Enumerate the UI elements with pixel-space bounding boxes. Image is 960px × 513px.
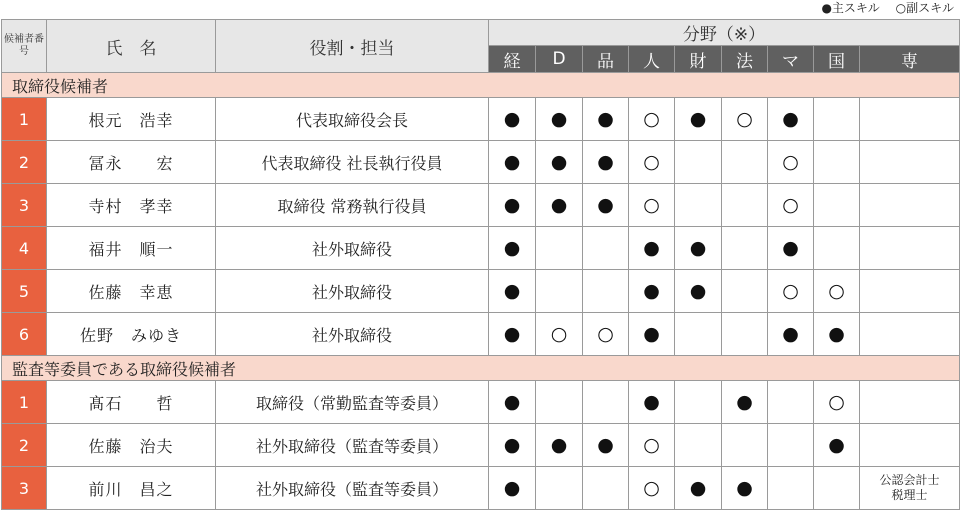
candidate-role: 取締役（常勤監査等委員） — [216, 381, 489, 424]
header-candidate-no: 候補者番号 — [2, 20, 47, 73]
candidate-number: 1 — [2, 98, 47, 141]
skill-mark — [536, 381, 583, 424]
table-row — [2, 381, 960, 424]
skill-mark: ● — [489, 141, 536, 184]
candidate-number: 3 — [2, 184, 47, 227]
candidate-number: 2 — [2, 424, 47, 467]
skill-mark — [768, 467, 814, 510]
skill-mark: ● — [768, 227, 814, 270]
candidate-name: 佐藤 治夫 — [47, 424, 216, 467]
skill-mark: ○ — [768, 141, 814, 184]
skill-mark: ● — [536, 424, 583, 467]
skill-mark — [814, 184, 860, 227]
skill-mark: ○ — [814, 381, 860, 424]
candidate-role: 社外取締役（監査等委員） — [216, 424, 489, 467]
skill-specialty — [860, 467, 960, 510]
candidate-name: 佐野 みゆき — [47, 313, 216, 356]
skill-mark — [814, 227, 860, 270]
skill-mark: ● — [629, 313, 675, 356]
skill-mark: ○ — [629, 141, 675, 184]
skill-mark: ● — [675, 227, 722, 270]
skill-mark: ● — [489, 424, 536, 467]
skill-mark: ● — [489, 270, 536, 313]
candidate-name: 福井 順一 — [47, 227, 216, 270]
section-title: 取締役候補者 — [2, 73, 960, 98]
skill-mark — [722, 270, 768, 313]
skill-mark: ● — [536, 98, 583, 141]
skill-mark — [536, 270, 583, 313]
candidate-name: 髙石 哲 — [47, 381, 216, 424]
skill-mark — [583, 381, 629, 424]
skill-mark: ● — [675, 270, 722, 313]
skill-mark: ● — [675, 467, 722, 510]
header-field-2: 品 — [583, 46, 629, 73]
header-field-4: 財 — [675, 46, 722, 73]
candidate-name: 根元 浩幸 — [47, 98, 216, 141]
table-row — [2, 313, 960, 356]
candidate-number: 5 — [2, 270, 47, 313]
skill-mark: ● — [583, 424, 629, 467]
candidate-name: 冨永 宏 — [47, 141, 216, 184]
skill-mark: ● — [536, 141, 583, 184]
skill-mark — [675, 313, 722, 356]
skill-mark — [675, 141, 722, 184]
skill-mark: ● — [629, 381, 675, 424]
skill-mark — [768, 381, 814, 424]
skill-mark — [675, 424, 722, 467]
candidate-role: 代表取締役会長 — [216, 98, 489, 141]
skill-mark: ● — [489, 98, 536, 141]
candidate-number: 2 — [2, 141, 47, 184]
header-field-6: マ — [768, 46, 814, 73]
skill-mark — [860, 381, 960, 424]
legend — [809, 0, 954, 18]
skill-mark: ● — [814, 424, 860, 467]
header-role: 役割・担当 — [216, 20, 489, 73]
candidate-name: 寺村 孝幸 — [47, 184, 216, 227]
section-header — [2, 73, 960, 98]
skill-mark: ● — [489, 467, 536, 510]
skill-mark — [536, 467, 583, 510]
candidate-name: 佐藤 幸恵 — [47, 270, 216, 313]
skill-mark: ○ — [768, 184, 814, 227]
section-header — [2, 356, 960, 381]
skill-mark — [675, 381, 722, 424]
skill-mark — [860, 424, 960, 467]
skill-mark: ○ — [629, 467, 675, 510]
skill-mark: ○ — [629, 98, 675, 141]
skill-mark: ○ — [536, 313, 583, 356]
skill-mark: ● — [722, 381, 768, 424]
skill-mark — [536, 227, 583, 270]
candidate-role: 社外取締役（監査等委員） — [216, 467, 489, 510]
candidate-role: 社外取締役 — [216, 313, 489, 356]
candidate-number: 1 — [2, 381, 47, 424]
skill-mark — [768, 424, 814, 467]
table-row — [2, 270, 960, 313]
table-row — [2, 467, 960, 510]
header-field-3: 人 — [629, 46, 675, 73]
skill-mark: ● — [675, 98, 722, 141]
skill-mark — [722, 141, 768, 184]
table-row — [2, 98, 960, 141]
table-row — [2, 227, 960, 270]
skill-mark: ● — [629, 227, 675, 270]
candidate-role: 代表取締役 社長執行役員 — [216, 141, 489, 184]
skill-mark — [814, 467, 860, 510]
skill-mark — [860, 227, 960, 270]
skill-matrix-table — [1, 19, 960, 510]
header-field-1: D — [536, 46, 583, 73]
legend-main-skill: ●主スキル — [821, 1, 880, 15]
skill-mark: ○ — [629, 184, 675, 227]
skill-mark: ● — [768, 98, 814, 141]
skill-mark: ● — [489, 313, 536, 356]
skill-mark — [814, 98, 860, 141]
table-row — [2, 424, 960, 467]
candidate-number: 3 — [2, 467, 47, 510]
skill-mark — [860, 313, 960, 356]
skill-mark: ○ — [814, 270, 860, 313]
skill-mark — [722, 227, 768, 270]
candidate-number: 4 — [2, 227, 47, 270]
header-field-7: 国 — [814, 46, 860, 73]
candidate-name: 前川 昌之 — [47, 467, 216, 510]
skill-mark — [860, 270, 960, 313]
specialty-line: 公認会計士 — [879, 473, 940, 487]
skill-mark: ● — [489, 184, 536, 227]
table-row — [2, 141, 960, 184]
skill-mark — [722, 424, 768, 467]
skill-mark: ● — [629, 270, 675, 313]
skill-mark: ● — [722, 467, 768, 510]
skill-mark: ○ — [768, 270, 814, 313]
header-field-group: 分野（※） — [489, 20, 960, 46]
skill-mark: ○ — [722, 98, 768, 141]
skill-mark — [860, 184, 960, 227]
legend-sub-skill: ○副スキル — [895, 1, 954, 15]
skill-mark — [860, 98, 960, 141]
skill-mark — [814, 141, 860, 184]
skill-mark — [860, 141, 960, 184]
candidate-role: 社外取締役 — [216, 270, 489, 313]
candidate-number: 6 — [2, 313, 47, 356]
section-title: 監査等委員である取締役候補者 — [2, 356, 960, 381]
skill-mark: ● — [489, 227, 536, 270]
skill-mark — [722, 313, 768, 356]
specialty-line: 税理士 — [891, 488, 928, 502]
skill-mark — [583, 270, 629, 313]
skill-mark — [722, 184, 768, 227]
skill-mark: ● — [814, 313, 860, 356]
skill-mark: ○ — [629, 424, 675, 467]
skill-mark: ● — [768, 313, 814, 356]
skill-mark: ○ — [583, 313, 629, 356]
candidate-role: 取締役 常務執行役員 — [216, 184, 489, 227]
skill-mark: ● — [536, 184, 583, 227]
header-name: 氏 名 — [47, 20, 216, 73]
skill-mark — [583, 467, 629, 510]
skill-mark: ● — [489, 381, 536, 424]
skill-mark — [675, 184, 722, 227]
header-field-8: 専 — [860, 46, 960, 73]
table-row — [2, 184, 960, 227]
header-field-5: 法 — [722, 46, 768, 73]
skill-mark: ● — [583, 98, 629, 141]
skill-mark — [583, 227, 629, 270]
skill-mark: ● — [583, 184, 629, 227]
candidate-role: 社外取締役 — [216, 227, 489, 270]
skill-mark: ● — [583, 141, 629, 184]
header-field-0: 経 — [489, 46, 536, 73]
